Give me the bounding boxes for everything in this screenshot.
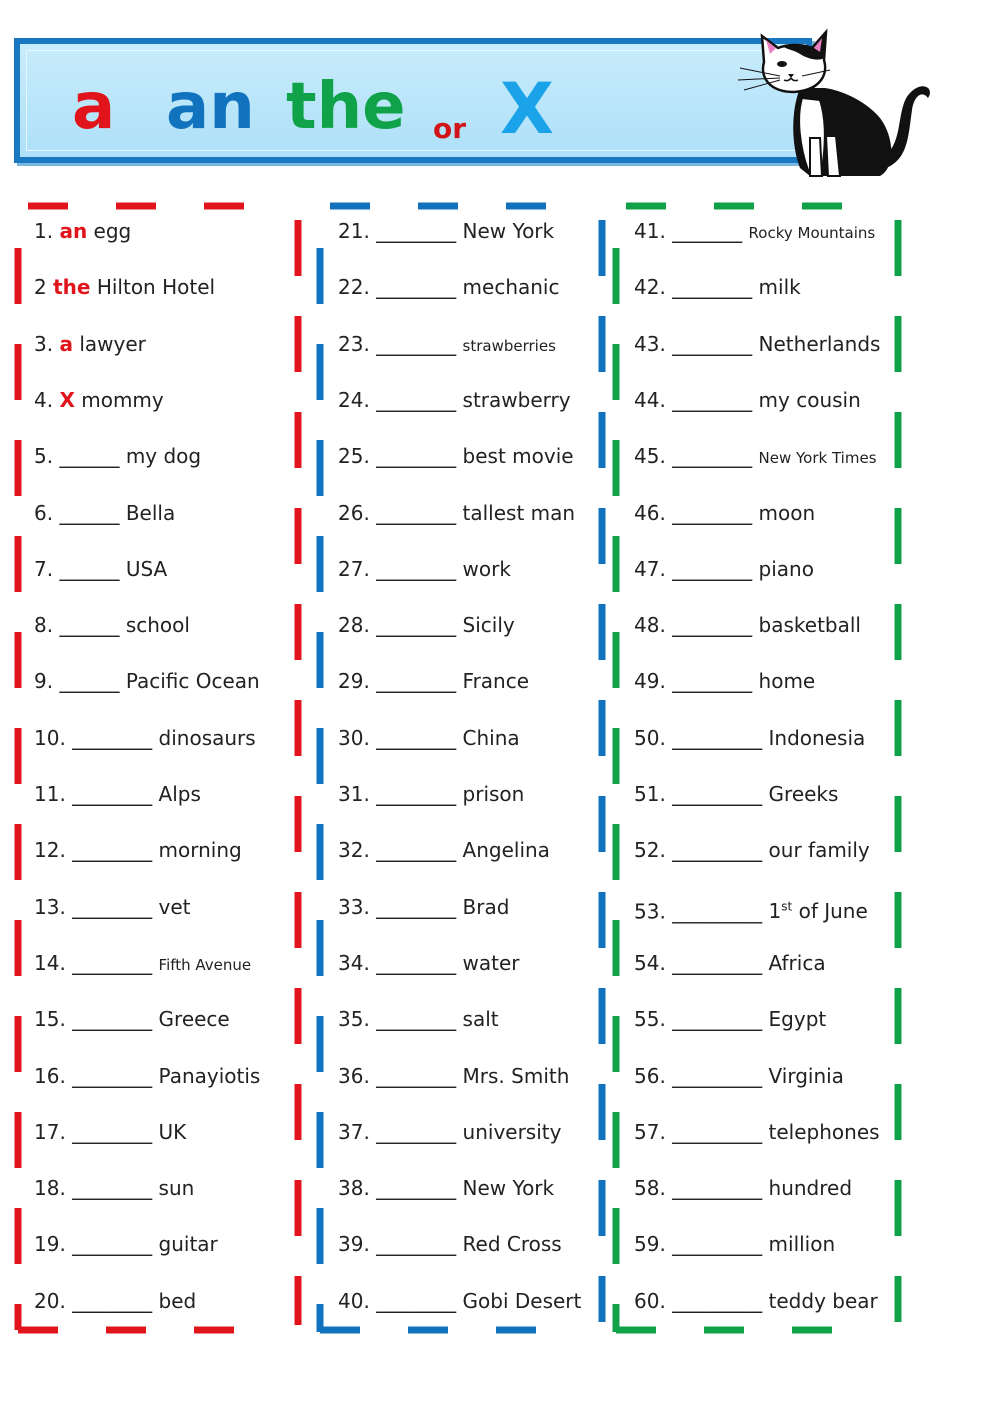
cat-illustration-icon bbox=[730, 18, 940, 188]
item-number: 17. bbox=[34, 1119, 66, 1144]
item-word: million bbox=[768, 1232, 836, 1257]
answer-blank[interactable]: ________ bbox=[376, 725, 457, 750]
item-word: Red Cross bbox=[462, 1232, 562, 1257]
answer-blank[interactable]: _________ bbox=[672, 899, 763, 924]
exercise-item bbox=[34, 1176, 194, 1200]
answer-blank[interactable]: _________ bbox=[672, 1232, 763, 1257]
item-number: 22. bbox=[338, 275, 370, 300]
answer-blank[interactable]: ________ bbox=[672, 669, 753, 694]
item-number: 15. bbox=[34, 1007, 66, 1032]
answer-blank[interactable]: ________ bbox=[72, 1119, 153, 1144]
item-number: 25. bbox=[338, 444, 370, 469]
item-number: 46. bbox=[634, 500, 666, 525]
item-word: Fifth Avenue bbox=[158, 955, 252, 974]
item-number: 58. bbox=[634, 1176, 666, 1201]
answer-example: the bbox=[53, 275, 91, 300]
item-word: Hilton Hotel bbox=[96, 275, 216, 300]
item-word: Rocky Mountains bbox=[748, 224, 876, 242]
answer-blank[interactable]: ________ bbox=[72, 1176, 153, 1201]
title-word-the: the bbox=[286, 70, 406, 144]
title-word-x: X bbox=[500, 68, 554, 150]
answer-blank[interactable]: _________ bbox=[672, 1007, 763, 1032]
item-number: 27. bbox=[338, 556, 370, 581]
item-number: 6. bbox=[34, 500, 54, 525]
item-word: guitar bbox=[158, 1232, 218, 1257]
answer-blank[interactable]: ________ bbox=[72, 838, 153, 863]
item-word: Alps bbox=[158, 782, 201, 806]
item-number: 41. bbox=[634, 219, 666, 243]
item-word: Virginia bbox=[768, 1063, 844, 1088]
item-word: sun bbox=[158, 1176, 195, 1201]
exercise-item bbox=[634, 1176, 852, 1200]
item-number: 59. bbox=[634, 1232, 666, 1257]
item-word: tallest man bbox=[462, 500, 576, 525]
answer-blank[interactable]: ______ bbox=[59, 500, 120, 525]
answer-blank[interactable]: ______ bbox=[59, 444, 120, 469]
item-number: 7. bbox=[34, 556, 54, 581]
item-word: university bbox=[462, 1119, 562, 1144]
answer-blank[interactable]: ________ bbox=[672, 331, 753, 356]
exercise-item bbox=[34, 1120, 186, 1144]
item-word: milk bbox=[758, 275, 801, 300]
answer-blank[interactable]: ________ bbox=[376, 782, 457, 806]
item-word: bed bbox=[158, 1288, 197, 1313]
item-number: 38. bbox=[338, 1176, 370, 1201]
exercise-item bbox=[634, 895, 868, 924]
item-word: New York bbox=[462, 219, 555, 243]
item-word: mechanic bbox=[462, 275, 560, 300]
item-number: 47. bbox=[634, 556, 666, 581]
answer-blank[interactable]: ________ bbox=[376, 500, 457, 525]
item-number: 35. bbox=[338, 1007, 370, 1032]
item-word: mommy bbox=[81, 387, 164, 412]
exercise-item bbox=[338, 1232, 562, 1256]
exercise-item bbox=[634, 219, 875, 245]
item-word: piano bbox=[758, 556, 814, 581]
item-number: 18. bbox=[34, 1176, 66, 1201]
item-word: Angelina bbox=[462, 838, 550, 863]
exercise-item bbox=[338, 332, 556, 358]
item-number: 8. bbox=[34, 613, 54, 638]
exercise-item bbox=[634, 388, 861, 412]
answer-blank[interactable]: ________ bbox=[376, 556, 457, 581]
exercise-item bbox=[338, 219, 554, 243]
exercise-item bbox=[634, 1064, 844, 1088]
exercise-item bbox=[634, 838, 870, 862]
item-word: prison bbox=[462, 782, 525, 806]
item-number: 50. bbox=[634, 725, 666, 750]
exercise-item bbox=[34, 557, 167, 581]
item-number: 1. bbox=[34, 219, 54, 243]
item-number: 19. bbox=[34, 1232, 66, 1257]
item-number: 26. bbox=[338, 500, 370, 525]
exercise-item bbox=[634, 1007, 826, 1031]
item-word: Sicily bbox=[462, 613, 515, 638]
answer-blank[interactable]: ________ bbox=[376, 894, 457, 919]
exercise-item bbox=[34, 951, 251, 977]
item-number: 60. bbox=[634, 1288, 666, 1313]
exercise-item bbox=[634, 669, 815, 693]
exercise-item bbox=[634, 332, 880, 356]
banner-inner-border bbox=[26, 50, 800, 151]
item-word: my cousin bbox=[758, 387, 861, 412]
item-number: 54. bbox=[634, 950, 666, 975]
exercise-item bbox=[634, 1120, 880, 1144]
item-number: 52. bbox=[634, 838, 666, 863]
item-word: 1st of June bbox=[768, 899, 868, 924]
answer-blank[interactable]: ________ bbox=[376, 613, 457, 638]
exercise-item bbox=[338, 669, 529, 693]
exercise-item bbox=[34, 726, 256, 750]
answer-blank[interactable]: ________ bbox=[376, 275, 457, 300]
answer-blank[interactable]: ________ bbox=[672, 387, 753, 412]
item-word: basketball bbox=[758, 613, 861, 638]
title-word-or: or bbox=[433, 112, 467, 145]
item-word: Greeks bbox=[768, 782, 839, 806]
item-number: 5. bbox=[34, 444, 54, 469]
exercise-item bbox=[338, 275, 559, 299]
item-number: 51. bbox=[634, 782, 666, 806]
answer-blank[interactable]: ________ bbox=[72, 725, 153, 750]
exercise-item bbox=[34, 332, 146, 356]
answer-blank[interactable]: ________ bbox=[376, 1176, 457, 1201]
answer-blank[interactable]: ________ bbox=[72, 782, 153, 806]
item-number: 14. bbox=[34, 950, 66, 975]
exercise-item bbox=[338, 1064, 569, 1088]
item-word: Brad bbox=[462, 894, 510, 919]
exercise-item bbox=[338, 613, 515, 637]
item-word: water bbox=[462, 950, 520, 975]
column-3-dashed-frame bbox=[612, 200, 907, 1340]
column-1-dashed-frame bbox=[14, 200, 304, 1340]
answer-blank[interactable]: _________ bbox=[672, 838, 763, 863]
answer-blank[interactable]: _________ bbox=[672, 782, 763, 806]
exercise-item bbox=[338, 895, 509, 919]
item-number: 21. bbox=[338, 219, 370, 243]
item-number: 36. bbox=[338, 1063, 370, 1088]
exercise-item bbox=[338, 501, 575, 525]
exercise-item bbox=[338, 388, 571, 412]
answer-blank[interactable]: _______ bbox=[672, 219, 743, 243]
item-number: 11. bbox=[34, 782, 66, 806]
answer-blank[interactable]: ________ bbox=[72, 1063, 153, 1088]
item-number: 48. bbox=[634, 613, 666, 638]
item-number: 4. bbox=[34, 387, 54, 412]
answer-blank[interactable]: ________ bbox=[376, 387, 457, 412]
item-number: 31. bbox=[338, 782, 370, 806]
answer-example: X bbox=[59, 387, 75, 412]
answer-blank[interactable]: ________ bbox=[72, 1007, 153, 1032]
answer-blank[interactable]: ________ bbox=[672, 275, 753, 300]
exercise-item bbox=[634, 613, 861, 637]
title-banner bbox=[14, 38, 812, 163]
exercise-item bbox=[338, 444, 574, 468]
answer-blank[interactable]: ________ bbox=[376, 1288, 457, 1313]
item-number: 3. bbox=[34, 331, 54, 356]
answer-blank[interactable]: ________ bbox=[672, 613, 753, 638]
item-number: 34. bbox=[338, 950, 370, 975]
exercise-item bbox=[338, 1289, 581, 1313]
item-number: 23. bbox=[338, 331, 370, 356]
item-word: strawberry bbox=[462, 387, 571, 412]
item-number: 10. bbox=[34, 725, 66, 750]
item-word: dinosaurs bbox=[158, 725, 256, 750]
answer-example: an bbox=[59, 219, 88, 243]
exercise-item bbox=[634, 726, 865, 750]
item-number: 33. bbox=[338, 894, 370, 919]
exercise-item bbox=[34, 838, 242, 862]
answer-blank[interactable]: _________ bbox=[672, 1288, 763, 1313]
exercise-item bbox=[34, 501, 175, 525]
item-word: Indonesia bbox=[768, 725, 866, 750]
item-number: 32. bbox=[338, 838, 370, 863]
exercise-item bbox=[634, 557, 814, 581]
item-word: hundred bbox=[768, 1176, 853, 1201]
exercise-item bbox=[34, 275, 215, 299]
item-word: USA bbox=[125, 556, 168, 581]
answer-blank[interactable]: ________ bbox=[72, 894, 153, 919]
answer-blank[interactable]: ______ bbox=[59, 613, 120, 638]
exercise-item bbox=[634, 1232, 835, 1256]
item-number: 44. bbox=[634, 387, 666, 412]
item-word: Gobi Desert bbox=[462, 1288, 582, 1313]
item-number: 20. bbox=[34, 1288, 66, 1313]
item-word: Bella bbox=[125, 500, 176, 525]
answer-blank[interactable]: _________ bbox=[672, 950, 763, 975]
answer-blank[interactable]: _________ bbox=[672, 1119, 763, 1144]
answer-blank[interactable]: _________ bbox=[672, 725, 763, 750]
exercise-item bbox=[634, 501, 815, 525]
answer-blank[interactable]: ______ bbox=[59, 669, 120, 694]
item-word: our family bbox=[768, 838, 870, 863]
exercise-item bbox=[34, 219, 131, 243]
item-word: Egypt bbox=[768, 1007, 827, 1032]
answer-blank[interactable]: ________ bbox=[72, 1288, 153, 1313]
exercise-item bbox=[338, 1176, 554, 1200]
item-word: home bbox=[758, 669, 816, 694]
item-number: 2 bbox=[34, 275, 47, 300]
exercise-item bbox=[34, 444, 201, 468]
answer-blank[interactable]: ________ bbox=[672, 500, 753, 525]
exercise-item bbox=[634, 782, 838, 806]
item-number: 9. bbox=[34, 669, 54, 694]
answer-blank[interactable]: ______ bbox=[59, 556, 120, 581]
exercise-item bbox=[634, 951, 826, 975]
answer-blank[interactable]: ________ bbox=[672, 444, 753, 469]
exercise-item bbox=[338, 782, 524, 806]
item-word: morning bbox=[158, 838, 242, 863]
exercise-item bbox=[338, 951, 520, 975]
item-number: 13. bbox=[34, 894, 66, 919]
answer-blank[interactable]: ________ bbox=[376, 669, 457, 694]
item-word: New York Times bbox=[758, 449, 877, 468]
title-word-a: a bbox=[72, 70, 116, 144]
item-word: Panayiotis bbox=[158, 1063, 261, 1088]
column-2-dashed-frame bbox=[316, 200, 611, 1340]
exercise-item bbox=[338, 557, 511, 581]
item-word: Netherlands bbox=[758, 331, 881, 356]
item-word: my dog bbox=[125, 444, 202, 469]
exercise-item bbox=[634, 275, 801, 299]
exercise-item bbox=[338, 1007, 499, 1031]
item-word: telephones bbox=[768, 1119, 880, 1144]
answer-blank[interactable]: ________ bbox=[376, 444, 457, 469]
exercise-item bbox=[34, 895, 191, 919]
item-word: vet bbox=[158, 894, 191, 919]
item-word: salt bbox=[462, 1007, 499, 1032]
item-word: Greece bbox=[158, 1007, 230, 1032]
answer-blank[interactable]: ________ bbox=[376, 838, 457, 863]
item-number: 16. bbox=[34, 1063, 66, 1088]
exercise-item bbox=[338, 726, 520, 750]
answer-blank[interactable]: ________ bbox=[376, 1232, 457, 1257]
item-word: Pacific Ocean bbox=[125, 669, 260, 694]
item-number: 42. bbox=[634, 275, 666, 300]
item-word: UK bbox=[158, 1119, 187, 1144]
answer-blank[interactable]: ________ bbox=[72, 1232, 153, 1257]
answer-blank[interactable]: ________ bbox=[376, 1007, 457, 1032]
answer-blank[interactable]: ________ bbox=[72, 950, 153, 975]
exercise-item bbox=[34, 1232, 218, 1256]
item-word: New York bbox=[462, 1176, 555, 1201]
answer-blank[interactable]: ________ bbox=[376, 331, 457, 356]
title-word-an: an bbox=[166, 70, 255, 144]
item-number: 53. bbox=[634, 899, 666, 924]
answer-blank[interactable]: _________ bbox=[672, 1176, 763, 1201]
item-number: 28. bbox=[338, 613, 370, 638]
exercise-item bbox=[34, 613, 190, 637]
item-number: 39. bbox=[338, 1232, 370, 1257]
answer-blank[interactable]: ________ bbox=[376, 1119, 457, 1144]
item-number: 57. bbox=[634, 1119, 666, 1144]
answer-blank[interactable]: ________ bbox=[376, 1063, 457, 1088]
exercise-item bbox=[34, 1064, 260, 1088]
item-number: 29. bbox=[338, 669, 370, 694]
item-word: work bbox=[462, 556, 511, 581]
item-word: moon bbox=[758, 500, 816, 525]
exercise-item bbox=[634, 1289, 878, 1313]
item-number: 37. bbox=[338, 1119, 370, 1144]
answer-blank[interactable]: ________ bbox=[672, 556, 753, 581]
item-number: 40. bbox=[338, 1288, 370, 1313]
item-number: 45. bbox=[634, 444, 666, 469]
item-word: France bbox=[462, 669, 530, 694]
item-number: 49. bbox=[634, 669, 666, 694]
exercise-item bbox=[34, 782, 201, 806]
item-word: lawyer bbox=[79, 331, 146, 356]
answer-example: a bbox=[59, 331, 73, 356]
item-number: 43. bbox=[634, 331, 666, 356]
exercise-item bbox=[34, 1007, 230, 1031]
item-word: China bbox=[462, 725, 520, 750]
item-number: 12. bbox=[34, 838, 66, 863]
answer-blank[interactable]: _________ bbox=[672, 1063, 763, 1088]
item-word: egg bbox=[93, 219, 132, 243]
answer-blank[interactable]: ________ bbox=[376, 219, 457, 243]
exercise-item bbox=[34, 669, 260, 693]
answer-blank[interactable]: ________ bbox=[376, 950, 457, 975]
item-word: strawberries bbox=[462, 336, 556, 355]
item-word: Africa bbox=[768, 950, 826, 975]
item-number: 24. bbox=[338, 387, 370, 412]
exercise-item bbox=[34, 1289, 196, 1313]
exercise-item bbox=[634, 444, 877, 470]
item-word: school bbox=[125, 613, 190, 638]
item-number: 55. bbox=[634, 1007, 666, 1032]
item-word: Mrs. Smith bbox=[462, 1063, 570, 1088]
exercise-item bbox=[338, 838, 550, 862]
item-number: 56. bbox=[634, 1063, 666, 1088]
exercise-item bbox=[34, 388, 164, 412]
item-word: teddy bear bbox=[768, 1288, 878, 1313]
item-number: 30. bbox=[338, 725, 370, 750]
exercise-item bbox=[338, 1120, 561, 1144]
item-word: best movie bbox=[462, 444, 574, 469]
